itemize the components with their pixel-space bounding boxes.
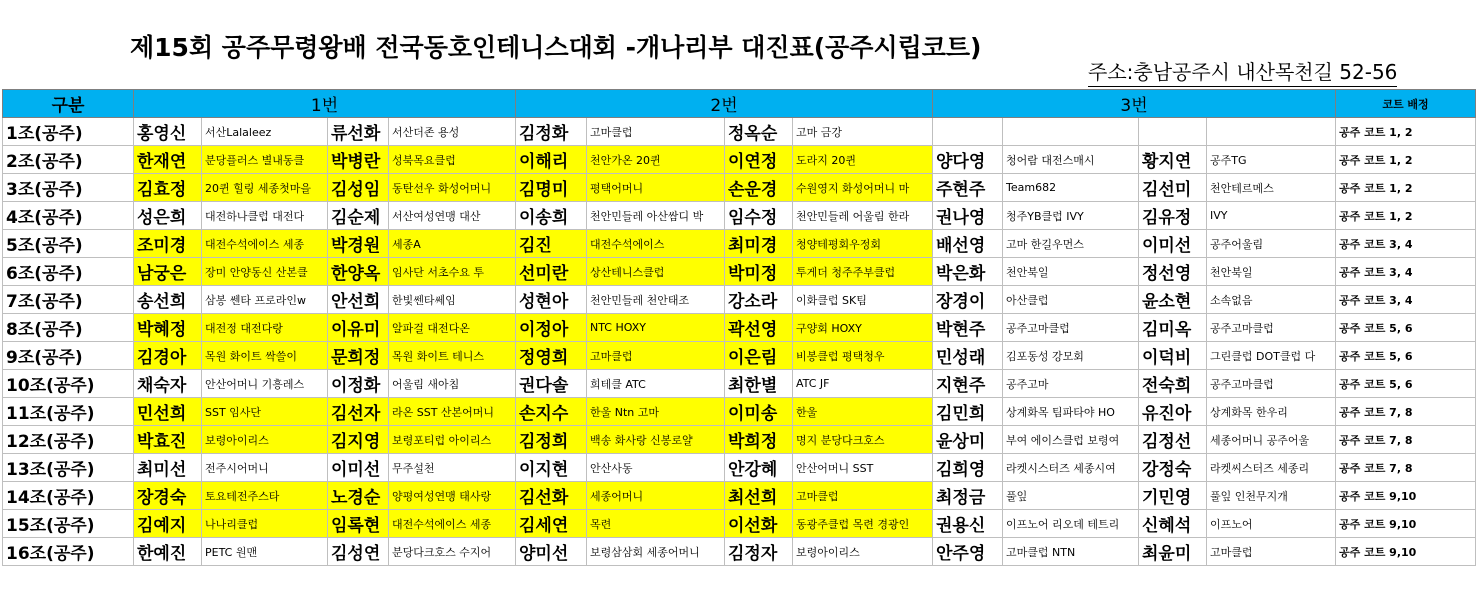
player-club bbox=[1003, 118, 1139, 146]
header-court-2: 2번 bbox=[516, 90, 933, 118]
player-name: 지현주 bbox=[933, 370, 1003, 398]
player-name: 김선화 bbox=[516, 482, 587, 510]
player-club: 임사단 서초수요 투 bbox=[389, 258, 516, 286]
player-club: 목원 화이트 싹쓸이 bbox=[202, 342, 328, 370]
table-row bbox=[3, 454, 1476, 482]
player-club: 고마클럽 NTN bbox=[1003, 538, 1139, 566]
player-name: 선미란 bbox=[516, 258, 587, 286]
player-name: 유진아 bbox=[1139, 398, 1207, 426]
player-name: 박은화 bbox=[933, 258, 1003, 286]
player-club: 동광주클럽 목련 경광인 bbox=[793, 510, 933, 538]
court-assign-cell: 공주 코트 7, 8 bbox=[1336, 398, 1476, 426]
player-club: 이프노어 리오데 테트리 bbox=[1003, 510, 1139, 538]
group-cell: 10조(공주) bbox=[3, 370, 134, 398]
player-club: 청양테평회우정회 bbox=[793, 230, 933, 258]
player-name: 양미선 bbox=[516, 538, 587, 566]
player-name: 김진 bbox=[516, 230, 587, 258]
player-club: 천안민들레 아산쌈디 박 bbox=[587, 202, 725, 230]
player-name: 김정선 bbox=[1139, 426, 1207, 454]
player-name: 한양옥 bbox=[328, 258, 389, 286]
player-name: 최한별 bbox=[725, 370, 793, 398]
player-club: 천안가온 20퀸 bbox=[587, 146, 725, 174]
player-name: 김순제 bbox=[328, 202, 389, 230]
player-club: 도라지 20퀸 bbox=[793, 146, 933, 174]
player-club: 안산어머니 기흥레스 bbox=[202, 370, 328, 398]
header-gubun: 구분 bbox=[3, 90, 134, 118]
player-club: 분당플러스 별내동클 bbox=[202, 146, 328, 174]
player-club: 공주TG bbox=[1207, 146, 1336, 174]
player-club: 공주고마클럽 bbox=[1207, 314, 1336, 342]
table-row bbox=[3, 426, 1476, 454]
court-assign-cell: 공주 코트 7, 8 bbox=[1336, 426, 1476, 454]
player-name: 신혜석 bbox=[1139, 510, 1207, 538]
table-row bbox=[3, 482, 1476, 510]
header-court-1: 1번 bbox=[134, 90, 516, 118]
player-club: 천안민들레 어울림 한라 bbox=[793, 202, 933, 230]
group-cell: 6조(공주) bbox=[3, 258, 134, 286]
player-club: 20퀸 힐링 세종첫마을 bbox=[202, 174, 328, 202]
player-name: 임록현 bbox=[328, 510, 389, 538]
group-cell: 14조(공주) bbox=[3, 482, 134, 510]
player-name: 박혜정 bbox=[134, 314, 202, 342]
court-assign-cell: 공주 코트 1, 2 bbox=[1336, 118, 1476, 146]
player-name: 최선희 bbox=[725, 482, 793, 510]
player-club: 세종어머니 공주어울 bbox=[1207, 426, 1336, 454]
player-name: 민성래 bbox=[933, 342, 1003, 370]
player-club: 양평여성연맹 태사랑 bbox=[389, 482, 516, 510]
player-name: 김명미 bbox=[516, 174, 587, 202]
court-assign-cell: 공주 코트 3, 4 bbox=[1336, 230, 1476, 258]
table-row bbox=[3, 510, 1476, 538]
player-name: 김예지 bbox=[134, 510, 202, 538]
group-cell: 8조(공주) bbox=[3, 314, 134, 342]
player-name: 홍영신 bbox=[134, 118, 202, 146]
page-title: 제15회 공주무령왕배 전국동호인테니스대회 -개나리부 대진표(공주시립코트) bbox=[130, 33, 982, 62]
player-club: 동탄선우 화성어머니 bbox=[389, 174, 516, 202]
player-club: 한울 Ntn 고마 bbox=[587, 398, 725, 426]
player-club: 세종A bbox=[389, 230, 516, 258]
player-club: 김포동성 강모회 bbox=[1003, 342, 1139, 370]
header-court-assign: 코트 배정 bbox=[1336, 90, 1476, 118]
player-name: 손운경 bbox=[725, 174, 793, 202]
player-club: 한울 bbox=[793, 398, 933, 426]
player-name: 윤소현 bbox=[1139, 286, 1207, 314]
player-name: 김세연 bbox=[516, 510, 587, 538]
player-club: PETC 원맨 bbox=[202, 538, 328, 566]
table-row bbox=[3, 314, 1476, 342]
player-club: 서산여성연맹 대산 bbox=[389, 202, 516, 230]
player-club: 나나리클럽 bbox=[202, 510, 328, 538]
table-row bbox=[3, 538, 1476, 566]
player-name: 이선화 bbox=[725, 510, 793, 538]
player-name: 이미선 bbox=[1139, 230, 1207, 258]
player-club: 삼봉 쎈타 프로라인w bbox=[202, 286, 328, 314]
player-club: 분당다크호스 수지어 bbox=[389, 538, 516, 566]
player-name: 김지영 bbox=[328, 426, 389, 454]
player-name: 이유미 bbox=[328, 314, 389, 342]
group-cell: 4조(공주) bbox=[3, 202, 134, 230]
player-name bbox=[933, 118, 1003, 146]
player-name: 김정화 bbox=[516, 118, 587, 146]
player-name: 배선영 bbox=[933, 230, 1003, 258]
player-club: 대전수석에이스 bbox=[587, 230, 725, 258]
player-name: 채숙자 bbox=[134, 370, 202, 398]
player-club: 목원 화이트 테니스 bbox=[389, 342, 516, 370]
player-club: 서산더존 용성 bbox=[389, 118, 516, 146]
player-name: 권나영 bbox=[933, 202, 1003, 230]
player-name: 주현주 bbox=[933, 174, 1003, 202]
player-club: 청어람 대전스매시 bbox=[1003, 146, 1139, 174]
player-name: 안강혜 bbox=[725, 454, 793, 482]
player-name: 안선희 bbox=[328, 286, 389, 314]
group-cell: 1조(공주) bbox=[3, 118, 134, 146]
player-name: 김유정 bbox=[1139, 202, 1207, 230]
player-club: 공주어울림 bbox=[1207, 230, 1336, 258]
player-name: 권다솔 bbox=[516, 370, 587, 398]
player-club: 천안북일 bbox=[1003, 258, 1139, 286]
player-name: 박희정 bbox=[725, 426, 793, 454]
player-club: 안산어머니 SST bbox=[793, 454, 933, 482]
player-club: 세종어머니 bbox=[587, 482, 725, 510]
player-club: 상산테니스클럽 bbox=[587, 258, 725, 286]
player-name: 이은림 bbox=[725, 342, 793, 370]
table-row bbox=[3, 230, 1476, 258]
player-club: 서산Lalaleez bbox=[202, 118, 328, 146]
player-name: 안주영 bbox=[933, 538, 1003, 566]
court-assign-cell: 공주 코트 1, 2 bbox=[1336, 202, 1476, 230]
player-club: 대전정 대전다랑 bbox=[202, 314, 328, 342]
player-name: 장경이 bbox=[933, 286, 1003, 314]
player-name: 강소라 bbox=[725, 286, 793, 314]
player-club: 고마클럽 bbox=[587, 342, 725, 370]
player-club: 평택어머니 bbox=[587, 174, 725, 202]
player-club: 천안테르메스 bbox=[1207, 174, 1336, 202]
table-row bbox=[3, 202, 1476, 230]
player-name: 한재연 bbox=[134, 146, 202, 174]
player-name: 김미옥 bbox=[1139, 314, 1207, 342]
group-cell: 16조(공주) bbox=[3, 538, 134, 566]
group-cell: 3조(공주) bbox=[3, 174, 134, 202]
player-name: 이해리 bbox=[516, 146, 587, 174]
player-name: 윤상미 bbox=[933, 426, 1003, 454]
group-cell: 12조(공주) bbox=[3, 426, 134, 454]
group-cell: 13조(공주) bbox=[3, 454, 134, 482]
player-name: 류선화 bbox=[328, 118, 389, 146]
player-club: 풀잎 인천무지개 bbox=[1207, 482, 1336, 510]
player-name: 김선자 bbox=[328, 398, 389, 426]
player-name: 노경순 bbox=[328, 482, 389, 510]
group-cell: 5조(공주) bbox=[3, 230, 134, 258]
court-assign-cell: 공주 코트 5, 6 bbox=[1336, 370, 1476, 398]
group-cell: 9조(공주) bbox=[3, 342, 134, 370]
player-name: 장경숙 bbox=[134, 482, 202, 510]
player-name: 김민희 bbox=[933, 398, 1003, 426]
player-name: 박경원 bbox=[328, 230, 389, 258]
player-name: 성현아 bbox=[516, 286, 587, 314]
group-cell: 11조(공주) bbox=[3, 398, 134, 426]
player-club: 이프노어 bbox=[1207, 510, 1336, 538]
player-club: 공주고마클럽 bbox=[1003, 314, 1139, 342]
player-name: 박미정 bbox=[725, 258, 793, 286]
table-row bbox=[3, 398, 1476, 426]
player-name: 손지수 bbox=[516, 398, 587, 426]
player-club: 청주YB클럽 IVY bbox=[1003, 202, 1139, 230]
player-name: 김성연 bbox=[328, 538, 389, 566]
player-name: 최미경 bbox=[725, 230, 793, 258]
player-club: 이화클럽 SK팀 bbox=[793, 286, 933, 314]
player-club: SST 임사단 bbox=[202, 398, 328, 426]
player-name: 박효진 bbox=[134, 426, 202, 454]
address-text: 주소:충남공주시 내산목천길 52-56 bbox=[1088, 56, 1397, 87]
player-name: 김정희 bbox=[516, 426, 587, 454]
court-assign-cell: 공주 코트 9,10 bbox=[1336, 482, 1476, 510]
court-assign-cell: 공주 코트 9,10 bbox=[1336, 538, 1476, 566]
group-cell: 2조(공주) bbox=[3, 146, 134, 174]
player-name: 이송희 bbox=[516, 202, 587, 230]
player-club: 부여 에이스클럽 보령여 bbox=[1003, 426, 1139, 454]
player-club: NTC HOXY bbox=[587, 314, 725, 342]
player-club: 수원영지 화성어머니 마 bbox=[793, 174, 933, 202]
player-name: 이미선 bbox=[328, 454, 389, 482]
court-assign-cell: 공주 코트 9,10 bbox=[1336, 510, 1476, 538]
table-row bbox=[3, 342, 1476, 370]
table-row bbox=[3, 174, 1476, 202]
player-club: 소속없음 bbox=[1207, 286, 1336, 314]
player-club: 알파걸 대전다온 bbox=[389, 314, 516, 342]
player-club: 공주고마 bbox=[1003, 370, 1139, 398]
court-assign-cell: 공주 코트 3, 4 bbox=[1336, 258, 1476, 286]
player-club: 고마클럽 bbox=[1207, 538, 1336, 566]
player-club: 대전수석에이스 세종 bbox=[389, 510, 516, 538]
player-name: 임수정 bbox=[725, 202, 793, 230]
player-club: 전주시어머니 bbox=[202, 454, 328, 482]
player-name: 정옥순 bbox=[725, 118, 793, 146]
player-name: 송선희 bbox=[134, 286, 202, 314]
player-club: 안산사동 bbox=[587, 454, 725, 482]
court-assign-cell: 공주 코트 5, 6 bbox=[1336, 342, 1476, 370]
header-court-3: 3번 bbox=[933, 90, 1336, 118]
player-name: 김정자 bbox=[725, 538, 793, 566]
table-row bbox=[3, 118, 1476, 146]
player-name: 박현주 bbox=[933, 314, 1003, 342]
court-assign-cell: 공주 코트 1, 2 bbox=[1336, 174, 1476, 202]
player-name: 김희영 bbox=[933, 454, 1003, 482]
player-club: Team682 bbox=[1003, 174, 1139, 202]
player-club: 풀잎 bbox=[1003, 482, 1139, 510]
table-row bbox=[3, 370, 1476, 398]
player-club bbox=[1207, 118, 1336, 146]
player-name: 성은희 bbox=[134, 202, 202, 230]
player-club: 천안북일 bbox=[1207, 258, 1336, 286]
player-club: 백송 화사랑 신봉로얄 bbox=[587, 426, 725, 454]
court-assign-cell: 공주 코트 3, 4 bbox=[1336, 286, 1476, 314]
player-club: 라켓시스터즈 세종시여 bbox=[1003, 454, 1139, 482]
player-club: 목련 bbox=[587, 510, 725, 538]
player-club: 고마 한길우먼스 bbox=[1003, 230, 1139, 258]
player-club: IVY bbox=[1207, 202, 1336, 230]
player-club: 투게더 청주주부클럽 bbox=[793, 258, 933, 286]
court-assign-cell: 공주 코트 5, 6 bbox=[1336, 314, 1476, 342]
player-name: 양다영 bbox=[933, 146, 1003, 174]
player-name: 문희정 bbox=[328, 342, 389, 370]
table-row bbox=[3, 146, 1476, 174]
player-club: 구양회 HOXY bbox=[793, 314, 933, 342]
player-name: 전숙희 bbox=[1139, 370, 1207, 398]
group-cell: 15조(공주) bbox=[3, 510, 134, 538]
player-club: 대전하나클럽 대전다 bbox=[202, 202, 328, 230]
player-name: 최정금 bbox=[933, 482, 1003, 510]
player-club: 라온 SST 산본어머니 bbox=[389, 398, 516, 426]
player-club: 공주고마클럽 bbox=[1207, 370, 1336, 398]
player-club: 희테클 ATC bbox=[587, 370, 725, 398]
player-club: 그린클럽 DOT클럽 다 bbox=[1207, 342, 1336, 370]
player-club: 보령아이리스 bbox=[793, 538, 933, 566]
player-name: 이지현 bbox=[516, 454, 587, 482]
player-club: 보령아이리스 bbox=[202, 426, 328, 454]
player-club: 비봉클럽 평택청우 bbox=[793, 342, 933, 370]
player-name: 이정화 bbox=[328, 370, 389, 398]
player-name: 이연정 bbox=[725, 146, 793, 174]
player-name: 정영희 bbox=[516, 342, 587, 370]
player-club: 고마클럽 bbox=[793, 482, 933, 510]
player-name: 김성임 bbox=[328, 174, 389, 202]
player-club: 고마 금강 bbox=[793, 118, 933, 146]
player-name bbox=[1139, 118, 1207, 146]
player-name: 최미선 bbox=[134, 454, 202, 482]
player-name: 이덕비 bbox=[1139, 342, 1207, 370]
player-name: 이미송 bbox=[725, 398, 793, 426]
player-name: 김효정 bbox=[134, 174, 202, 202]
player-club: 명지 분당다크호스 bbox=[793, 426, 933, 454]
bracket-table bbox=[2, 89, 1476, 566]
player-name: 정선영 bbox=[1139, 258, 1207, 286]
table-row bbox=[3, 258, 1476, 286]
player-name: 황지연 bbox=[1139, 146, 1207, 174]
group-cell: 7조(공주) bbox=[3, 286, 134, 314]
player-name: 조미경 bbox=[134, 230, 202, 258]
player-club: 무주설천 bbox=[389, 454, 516, 482]
player-name: 한예진 bbox=[134, 538, 202, 566]
player-club: 성북목요클럽 bbox=[389, 146, 516, 174]
player-name: 이정아 bbox=[516, 314, 587, 342]
player-name: 김경아 bbox=[134, 342, 202, 370]
player-club: 고마클럽 bbox=[587, 118, 725, 146]
player-club: 보령포티럽 아이리스 bbox=[389, 426, 516, 454]
player-club: 보령삼삼회 세종어머니 bbox=[587, 538, 725, 566]
player-name: 기민영 bbox=[1139, 482, 1207, 510]
player-name: 곽선영 bbox=[725, 314, 793, 342]
player-name: 권용신 bbox=[933, 510, 1003, 538]
player-club: 어울림 새아침 bbox=[389, 370, 516, 398]
player-club: 라켓씨스터즈 세종리 bbox=[1207, 454, 1336, 482]
header-row bbox=[3, 90, 1476, 118]
court-assign-cell: 공주 코트 7, 8 bbox=[1336, 454, 1476, 482]
player-name: 박병란 bbox=[328, 146, 389, 174]
player-club: 천안민들레 천안태조 bbox=[587, 286, 725, 314]
player-name: 민선희 bbox=[134, 398, 202, 426]
player-club: 토요테전주스타 bbox=[202, 482, 328, 510]
player-club: 상계화목 한우리 bbox=[1207, 398, 1336, 426]
player-club: ATC JF bbox=[793, 370, 933, 398]
player-club: 한빛쎈타쎄임 bbox=[389, 286, 516, 314]
player-name: 남궁은 bbox=[134, 258, 202, 286]
player-name: 최윤미 bbox=[1139, 538, 1207, 566]
court-assign-cell: 공주 코트 1, 2 bbox=[1336, 146, 1476, 174]
player-club: 상계화목 팀파타야 HO bbox=[1003, 398, 1139, 426]
player-club: 대전수석에이스 세종 bbox=[202, 230, 328, 258]
player-club: 장미 안양동신 산본클 bbox=[202, 258, 328, 286]
player-name: 김선미 bbox=[1139, 174, 1207, 202]
player-name: 강정숙 bbox=[1139, 454, 1207, 482]
player-club: 아산클럽 bbox=[1003, 286, 1139, 314]
table-row bbox=[3, 286, 1476, 314]
